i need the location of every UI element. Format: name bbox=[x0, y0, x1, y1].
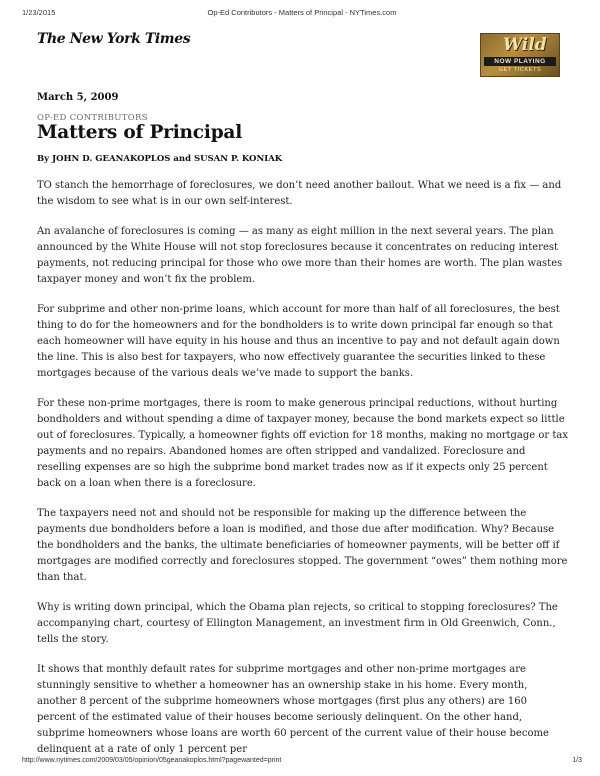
article-paragraph: TO stanch the hemorrhage of foreclosures, we don’t need another bailout. What we need is a fix — and the wisdom to see what is in our own self-interest. bbox=[37, 180, 562, 207]
ad-get-tickets[interactable]: GET TICKETS bbox=[498, 67, 542, 73]
ad-now-playing: NOW PLAYING bbox=[484, 57, 556, 66]
print-date: 1/23/2015 bbox=[22, 8, 56, 17]
movie-ad-banner[interactable] bbox=[480, 33, 560, 77]
article-paragraph: It shows that monthly default rates for subprime mortgages and other non-prime mortgages are stunningly sensitive to whether a homeowner has an ownership stake in his home. Every month, another 8 percent of the subprime homeowners whose mortgages (first plus any others) are 160 percent of the estimated value of their houses become seriously delinquent. On the other hand, subprime homeowners whose loans are worth 60 percent of the current value of their house become delinquent at a rate of only 1 percent per bbox=[37, 664, 549, 755]
print-header bbox=[22, 8, 582, 20]
print-page-title: Op-Ed Contributors - Matters of Principal - NYTimes.com bbox=[207, 8, 397, 17]
ad-title: Wild bbox=[503, 35, 547, 55]
article-paragraph: An avalanche of foreclosures is coming — as many as eight million in the next several years. The plan announced by the White House will not stop foreclosures because it concentrates on reducing interest payments, not reducing principal for those who owe more than their homes are worth. The plan wastes taxpayer money and won’t fix the problem. bbox=[37, 226, 563, 285]
print-footer bbox=[22, 757, 582, 767]
article-headline: Matters of Principal bbox=[37, 122, 243, 143]
article-body bbox=[37, 178, 569, 755]
article-paragraph: The taxpayers need not and should not be responsible for making up the difference between the payments due bondholders before a loan is modified, and those due after modification. Why? Because the bondholders and the banks, the ultimate beneficiaries of homeowner payments, will be better off if mortgages are modified correctly and foreclosures stopped. The government “owes” them nothing more than that. bbox=[37, 508, 568, 583]
print-url: http://www.nytimes.com/2009/03/05/opinion/05geanakoplos.html?pagewanted=print bbox=[22, 757, 282, 764]
article-paragraph: For these non-prime mortgages, there is room to make generous principal reductions, without hurting bondholders and without spending a dime of taxpayer money, because the bond markets expect so little out of foreclosures. Typically, a homeowner fights off eviction for 18 months, making no mortgage or tax payments and no repairs. Abandoned homes are often stripped and vandalized. Foreclosure and reselling expenses are so high the subprime bond market trades now as if it expects only 25 percent back on a loan when there is a foreclosure. bbox=[37, 398, 568, 489]
article-paragraph: Why is writing down principal, which the Obama plan rejects, so critical to stopping foreclosures? The accompanying chart, courtesy of Ellington Management, an investment firm in Old Greenwich, Conn., tells the story. bbox=[37, 602, 558, 645]
article-paragraph: For subprime and other non-prime loans, which account for more than half of all foreclosures, the best thing to do for the homeowners and for the bondholders is to write down principal far enough so that each homeowner will have equity in his house and thus an incentive to pay and not default again down the line. This is also best for taxpayers, who now effectively guarantee the securities linked to these mortgages because of the various deals we’ve made to support the banks. bbox=[37, 304, 560, 379]
print-page-number: 1/3 bbox=[572, 757, 582, 764]
article-date: March 5, 2009 bbox=[37, 92, 119, 103]
article-byline: By JOHN D. GEANAKOPLOS and SUSAN P. KONIAK bbox=[37, 154, 283, 164]
article-kicker: OP-ED CONTRIBUTORS bbox=[37, 113, 148, 123]
nyt-logo[interactable]: The New York Times bbox=[37, 31, 191, 47]
